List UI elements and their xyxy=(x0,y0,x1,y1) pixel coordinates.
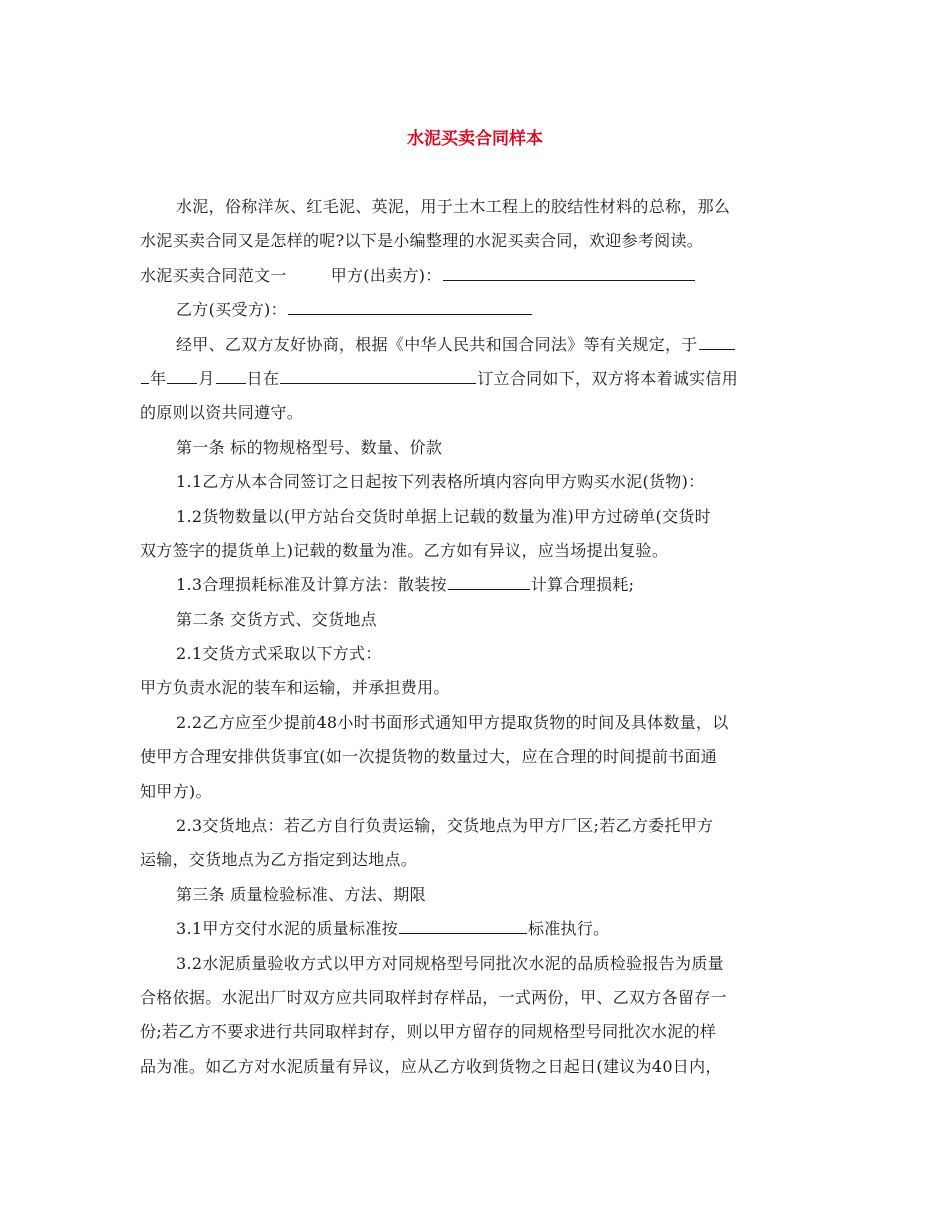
day-blank xyxy=(216,382,246,384)
year-blank xyxy=(141,382,149,384)
paragraph-line: 使甲方合理安排供货事宜(如一次提货物的数量过大，应在合理的时间提前书面通 xyxy=(140,747,718,767)
party-b-blank xyxy=(288,313,532,315)
paragraph-line xyxy=(140,328,820,362)
paragraph-line: 的原则以资共同遵守。 xyxy=(140,403,304,423)
paragraph-line xyxy=(140,259,820,293)
paragraph-line: 份;若乙方不要求进行共同取样封存，则以甲方留存的同规格型号同批次水泥的样 xyxy=(140,1022,717,1042)
party-a-blank xyxy=(443,279,695,281)
paragraph-line: 3.2水泥质量验收方式以甲方对同规格型号同批次水泥的品质检验报告为质量 xyxy=(176,953,724,973)
paragraph-line: 2.3交货地点：若乙方自行负责运输，交货地点为甲方厂区;若乙方委托甲方 xyxy=(176,816,714,836)
paragraph-line: 甲方负责水泥的装车和运输，并承担费用。 xyxy=(140,678,450,698)
paragraph-line: 2.2乙方应至少提前48小时书面形式通知甲方提取货物的时间及具体数量，以 xyxy=(176,712,729,732)
paragraph-line xyxy=(140,293,820,327)
section-heading: 水泥买卖合同范文一 xyxy=(140,265,287,285)
paragraph-line: 2.1交货方式采取以下方式： xyxy=(176,644,382,664)
paragraph-text: 计算合理损耗; xyxy=(530,575,635,595)
clause-heading: 第三条 质量检验标准、方法、期限 xyxy=(176,884,426,904)
paragraph-line: 合格依据。水泥出厂时双方应共同取样封存样品，一式两份，甲、乙双方各留存一 xyxy=(140,987,727,1007)
paragraph-line xyxy=(140,568,820,602)
document-title: 水泥买卖合同样本 xyxy=(407,129,543,149)
day-label: 日在 xyxy=(246,368,280,388)
quality-standard-blank xyxy=(399,932,527,934)
paragraph-line: 知甲方)。 xyxy=(140,781,212,801)
month-blank xyxy=(167,382,197,384)
paragraph-text: 标准执行。 xyxy=(527,919,610,939)
paragraph-line xyxy=(140,912,820,946)
paragraph-line: 双方签字的提货单上)记载的数量为准。乙方如有异议，应当场提出复验。 xyxy=(140,540,669,560)
date-blank xyxy=(699,348,735,350)
paragraph-line: 1.2货物数量以(甲方站台交货时单据上记载的数量为准)甲方过磅单(交货时 xyxy=(176,506,711,526)
paragraph-line xyxy=(140,362,820,396)
paragraph-text: 1.3合理损耗标准及计算方法：散装按 xyxy=(176,575,447,595)
month-label: 月 xyxy=(198,368,215,388)
paragraph-line: 水泥买卖合同又是怎样的呢?以下是小编整理的水泥买卖合同，欢迎参考阅读。 xyxy=(140,231,704,251)
place-blank xyxy=(280,382,476,384)
clause-heading: 第一条 标的物规格型号、数量、价款 xyxy=(176,437,443,457)
year-label: 年 xyxy=(150,368,167,388)
paragraph-text: 订立合同如下，双方将本着诚实信用 xyxy=(477,368,739,388)
loss-standard-blank xyxy=(448,588,530,590)
paragraph-line: 运输，交货地点为乙方指定到达地点。 xyxy=(140,850,418,870)
party-b-label: 乙方(买受方)： xyxy=(176,300,287,320)
paragraph-line: 1.1乙方从本合同签订之日起按下列表格所填内容向甲方购买水泥(货物)： xyxy=(176,472,705,492)
paragraph-text: 经甲、乙双方友好协商，根据《中华人民共和国合同法》等有关规定，于 xyxy=(176,334,698,354)
clause-heading: 第二条 交货方式、交货地点 xyxy=(176,609,377,629)
document-body xyxy=(140,190,820,1084)
paragraph-line: 水泥，俗称洋灰、红毛泥、英泥，用于土木工程上的胶结性材料的总称，那么 xyxy=(176,197,731,216)
party-a-label: 甲方(出卖方)： xyxy=(330,265,442,285)
paragraph-text: 3.1甲方交付水泥的质量标准按 xyxy=(176,919,398,939)
paragraph-line: 品为准。如乙方对水泥质量有异议，应从乙方收到货物之日起日(建议为40日内， xyxy=(140,1056,722,1076)
